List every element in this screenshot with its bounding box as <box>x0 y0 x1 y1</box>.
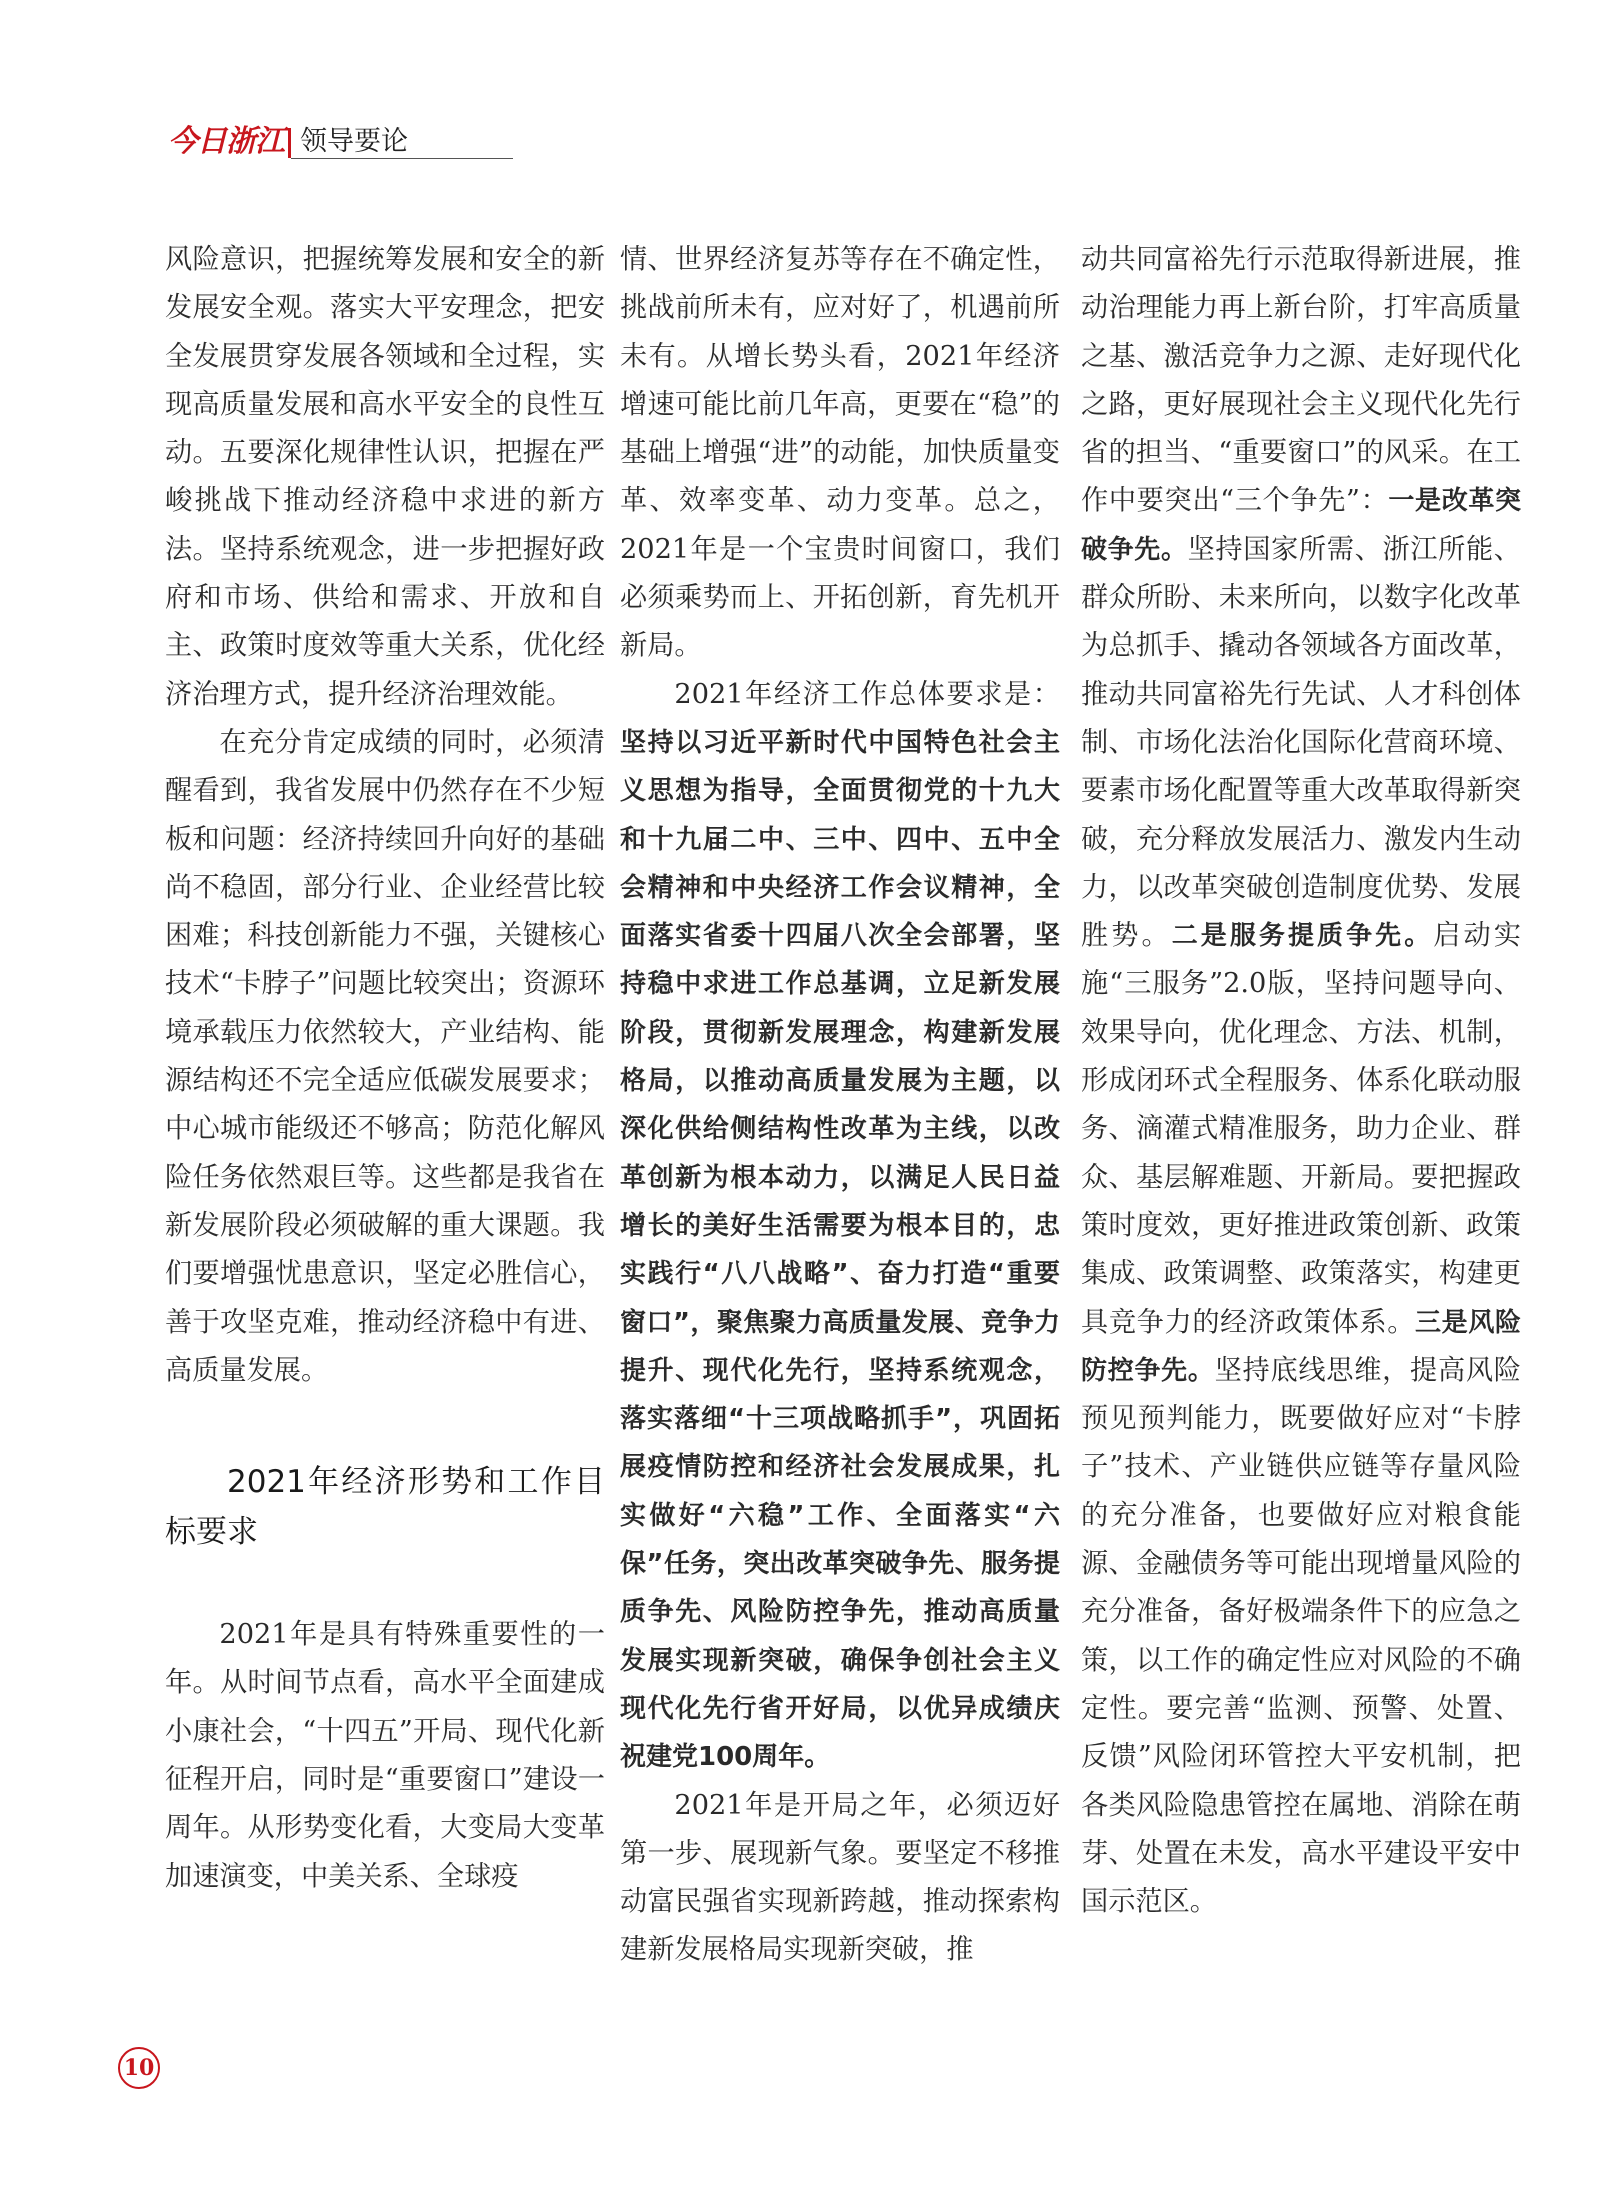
text-column-2 <box>620 236 1060 1975</box>
text-column-3 <box>1081 236 1521 1926</box>
paragraph: 2021年是开局之年，必须迈好第一步、展现新气象。要坚定不移推动富民强省实现新跨越，推动探索构建新发展格局实现新突破，推 <box>620 1789 1060 1966</box>
paragraph <box>1081 236 1521 1926</box>
paragraph: 情、世界经济复苏等存在不确定性，挑战前所未有，应对好了，机遇前所未有。从增长势头看，2021年经济增速可能比前几年高，更要在“稳”的基础上增强“进”的动能，加快质量变革、效率变革、动力变革。总之，2021年是一个宝贵时间窗口，我们必须乘势而上、开拓创新，育先机开新局。 <box>620 244 1060 662</box>
page-header <box>168 124 513 160</box>
paragraph-lead: 2021年经济工作总体要求是： <box>674 678 1060 710</box>
header-rule <box>291 158 513 159</box>
paragraph: 在充分肯定成绩的同时，必须清醒看到，我省发展中仍然存在不少短板和问题：经济持续回升向好的基础尚不稳固，部分行业、企业经营比较困难；科技创新能力不强，关键核心技术“卡脖子”问题比较突出；资源环境承载压力依然较大，产业结构、能源结构还不完全适应低碳发展要求；中心城市能级还不够高；防范化解风险任务依然艰巨等。这些都是我省在新发展阶段必须破解的重大课题。我们要增强忧患意识，坚定必胜信心，善于攻坚克难，推动经济稳中有进、高质量发展。 <box>165 726 605 1386</box>
section-heading: 2021年经济形势和工作目标要求 <box>165 1464 605 1551</box>
bold-requirements: 坚持以习近平新时代中国特色社会主义思想为指导，全面贯彻党的十九大和十九届二中、三中、四中、五中全会精神和中央经济工作会议精神，全面落实省委十四届八次全会部署，坚持稳中求进工作总基调，立足新发展阶段，贯彻新发展理念，构建新发展格局，以推动高质量发展为主题，以深化供给侧结构性改革为主线，以改革创新为根本动力，以满足人民日益增长的美好生活需要为根本目的，忠实践行“八八战略”、奋力打造“重要窗口”，聚焦聚力高质量发展、竞争力提升、现代化先行，坚持系统观念，落实落细“十三项战略抓手”，巩固拓展疫情防控和经济社会发展成果，扎实做好“六稳”工作、全面落实“六保”任务，突出改革突破争先、服务提质争先、风险防控争先，推动高质量发展实现新突破，确保争创社会主义现代化先行省开好局，以优异成绩庆祝建党100周年。 <box>620 727 1060 1773</box>
paragraph: 风险意识，把握统筹发展和安全的新发展安全观。落实大平安理念，把安全发展贯穿发展各领域和全过程，实现高质量发展和高水平安全的良性互动。五要深化规律性认识，把握在严峻挑战下推动经济稳中求进的新方法。坚持系统观念，进一步把握好政府和市场、供给和需求、开放和自主、政策时度效等重大关系，优化经济治理方式，提升经济治理效能。 <box>165 244 605 710</box>
text-run: 坚持国家所需、浙江所能、群众所盼、未来所向，以数字化改革为总抓手、撬动各领域各方面改革，推动共同富裕先行先试、人才科创体制、市场化法治化国际化营商环境、要素市场化配置等重大改革取得新突破，充分释放发展活力、激发内生动力，以改革突破创造制度优势、发展胜势。 <box>1081 533 1521 952</box>
text-run: 坚持底线思维，提高风险预见预判能力，既要做好应对“卡脖子”技术、产业链供应链等存量风险的充分准备，也要做好应对粮食能源、金融债务等可能出现增量风险的充分准备，备好极端条件下的应急之策，以工作的确定性应对风险的不确定性。要完善“监测、预警、处置、反馈”风险闭环管控大平安机制，把各类风险隐患管控在属地、消除在萌芽、处置在未发，高水平建设平安中国示范区。 <box>1081 1354 1521 1918</box>
text-column-1 <box>165 236 605 1901</box>
page-number: 10 <box>118 2047 160 2089</box>
section-label: 领导要论 <box>300 126 408 157</box>
bold-point-1: 一是改革突破争先。 <box>1081 486 1521 565</box>
paragraph: 2021年是具有特殊重要性的一年。从时间节点看，高水平全面建成小康社会，“十四五”开局、现代化新征程开启，同时是“重要窗口”建设一周年。从形势变化看，大变局大变革加速演变，中美关系、全球疫 <box>165 1619 605 1892</box>
magazine-logo: 今日浙江 <box>168 124 284 159</box>
bold-point-3: 三是风险防控争先。 <box>1081 1307 1521 1386</box>
bold-point-2: 二是服务提质争先。 <box>1171 921 1434 952</box>
text-run: 启动实施“三服务”2.0版，坚持问题导向、效果导向，优化理念、方法、机制，形成闭环式全程服务、体系化联动服务、滴灌式精准服务，助力企业、群众、基层解难题、开新局。要把握政策时度效，更好推进政策创新、政策集成、政策调整、政策落实，构建更具竞争力的经济政策体系。 <box>1081 920 1521 1338</box>
paragraph <box>620 671 1060 1782</box>
header-divider <box>288 128 291 158</box>
text-run: 动共同富裕先行示范取得新进展，推动治理能力再上新台阶，打牢高质量之基、激活竞争力之源、走好现代化之路，更好展现社会主义现代化先行省的担当、“重要窗口”的风采。在工作中要突出“三个争先”： <box>1081 244 1521 517</box>
